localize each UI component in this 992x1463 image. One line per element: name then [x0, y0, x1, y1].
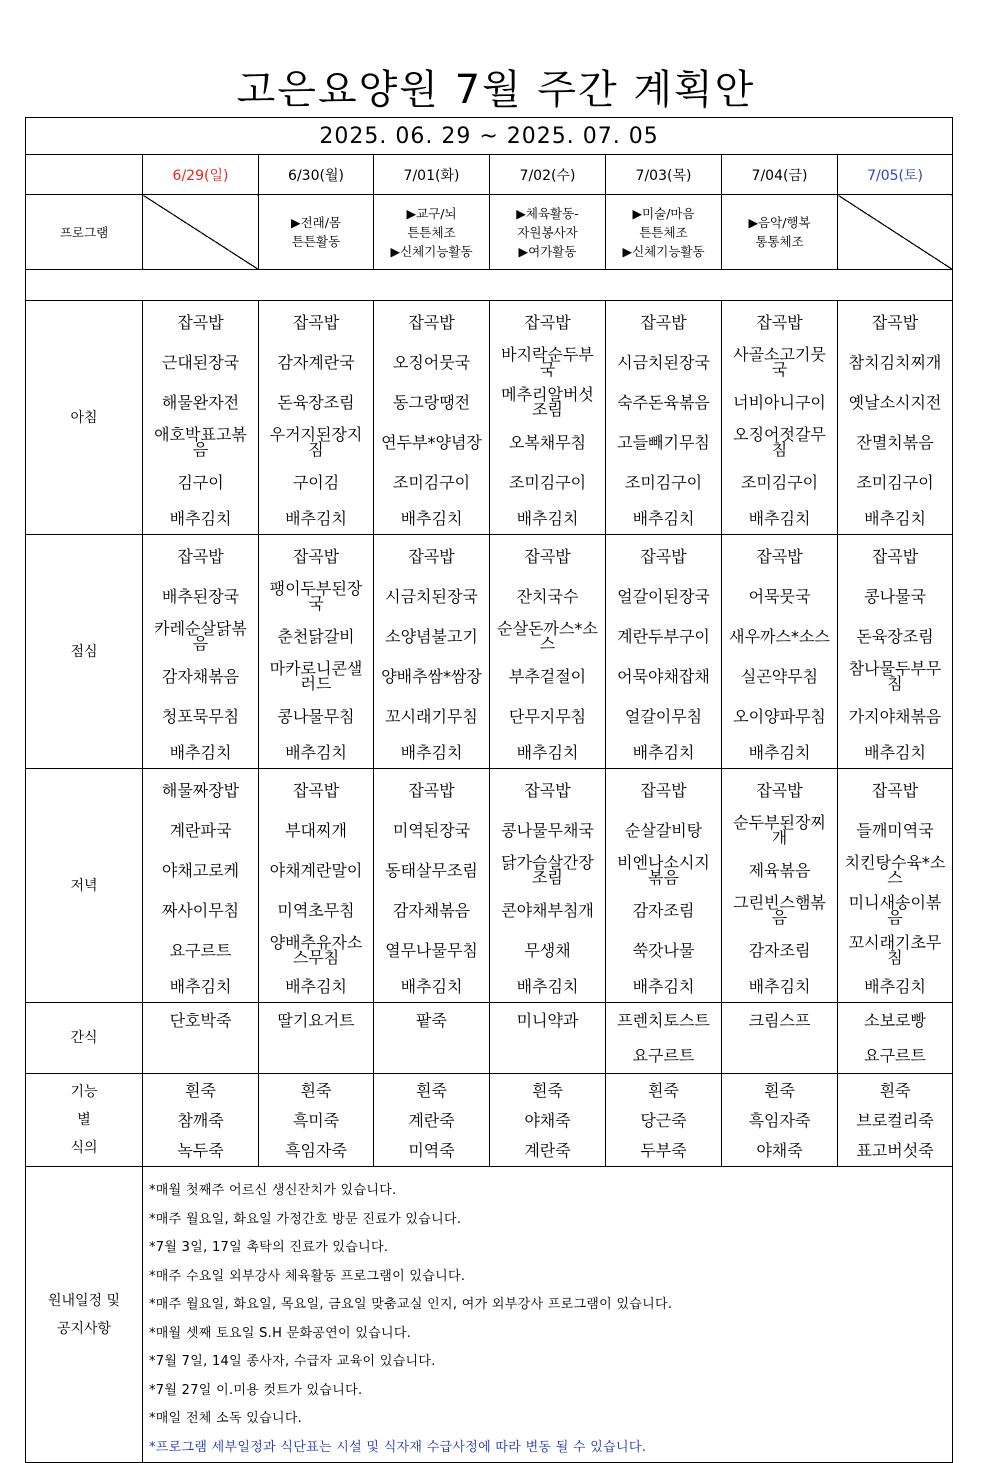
menu-item: 청포묵무침 — [161, 706, 240, 726]
menu-item: 얼갈이된장국 — [617, 586, 710, 606]
meal-row — [26, 301, 953, 535]
menu-item: 콘야채부침개 — [501, 900, 594, 920]
menu-item: 배추김치 — [516, 976, 579, 996]
menu-item: 메추리알버섯조림 — [501, 385, 594, 419]
menu-item: 잡곡밥 — [408, 312, 455, 332]
menu-item: 동그랑땡전 — [392, 392, 471, 412]
day-header: 7/01(화) — [374, 155, 490, 195]
menu-item: 카레순살닭볶음 — [154, 619, 247, 653]
snack-cell — [838, 1003, 953, 1074]
program-line: ▶음악/행복 — [748, 215, 811, 230]
notice-label-line: 공지사항 — [56, 1320, 112, 1337]
menu-item: 양배추유자소스무침 — [269, 933, 363, 967]
menu-item: 팽이두부된장국 — [269, 579, 363, 613]
meal-day-cell — [722, 535, 838, 769]
program-line: 튼튼체조 — [407, 224, 456, 240]
porridge-item: 계란죽 — [408, 1110, 455, 1130]
menu-item: 시금치된장국 — [617, 352, 710, 372]
porridge-item: 야채죽 — [524, 1110, 571, 1130]
porridge-item: 흰죽 — [300, 1080, 332, 1100]
program-line: ▶미술/마음 — [632, 205, 695, 221]
menu-item: 배추김치 — [632, 976, 695, 996]
page-title: 고은요양원 7월 주간 계획안 — [236, 67, 756, 113]
snack-item — [722, 1038, 837, 1073]
notice-item: *매월 셋째 토요일 S.H 문화공연이 있습니다. — [149, 1325, 412, 1341]
menu-item: 배추김치 — [169, 742, 232, 762]
porridge-item: 흰죽 — [416, 1080, 447, 1100]
program-cell — [374, 195, 490, 270]
functional-meal-cell — [490, 1074, 606, 1167]
day-header: 7/03(목) — [606, 155, 722, 195]
menu-item: 미역초무침 — [277, 900, 355, 920]
day-header-row — [26, 155, 953, 195]
menu-item: 오징어뭇국 — [392, 352, 471, 372]
program-empty-cell — [838, 195, 953, 270]
menu-item: 조미김구이 — [392, 472, 471, 492]
menu-item: 배추김치 — [748, 976, 811, 996]
menu-item: 잡곡밥 — [871, 780, 919, 800]
menu-item: 무생채 — [524, 940, 571, 960]
porridge-item: 흰죽 — [879, 1080, 911, 1100]
program-line: 튼튼체조 — [639, 224, 688, 240]
menu-item: 오복채무침 — [508, 432, 587, 452]
meal-day-cell — [838, 769, 953, 1003]
menu-item: 제육볶음 — [748, 860, 811, 880]
program-line: ▶신체기능활동 — [390, 243, 473, 259]
menu-item: 들깨미역국 — [856, 820, 934, 840]
snack-cell — [722, 1003, 838, 1074]
menu-item: 감자조림 — [748, 940, 811, 960]
menu-item: 잡곡밥 — [177, 312, 224, 332]
menu-item: 순두부된장찌개 — [733, 813, 826, 847]
menu-item: 열무나물무침 — [385, 940, 478, 960]
menu-item: 잡곡밥 — [524, 546, 571, 566]
meal-day-cell — [490, 301, 606, 535]
notice-item: *매주 월요일, 화요일, 목요일, 금요일 맞춤교실 인지, 여가 외부강사 프로그램이 있습니다. — [149, 1297, 673, 1312]
notice-row — [26, 1167, 953, 1463]
menu-item: 동태살무조림 — [385, 860, 478, 880]
menu-item: 옛날소시지전 — [848, 392, 942, 412]
porridge-item: 흑임자죽 — [748, 1110, 811, 1130]
menu-item: 오징어젓갈무침 — [733, 425, 826, 459]
functional-meal-cell — [143, 1074, 259, 1167]
snack-row — [26, 1003, 953, 1074]
menu-item: 잡곡밥 — [177, 546, 224, 566]
menu-item: 배추김치 — [864, 508, 926, 528]
program-cell — [259, 195, 374, 270]
menu-item: 부대찌개 — [285, 820, 347, 840]
menu-item: 잡곡밥 — [524, 780, 571, 800]
menu-item: 미니새송이볶음 — [848, 893, 942, 927]
meal-day-cell — [490, 769, 606, 1003]
menu-item: 요구르트 — [169, 940, 232, 960]
menu-item: 감자채볶음 — [161, 666, 240, 686]
menu-item: 배추김치 — [864, 976, 926, 996]
meal-day-cell — [143, 301, 259, 535]
notice-item: *매주 수요일 외부강사 체육활동 프로그램이 있습니다. — [149, 1268, 466, 1284]
menu-item: 잡곡밥 — [871, 312, 919, 332]
functional-meal-cell — [838, 1074, 953, 1167]
functional-meal-cell — [259, 1074, 374, 1167]
menu-item: 미역된장국 — [392, 820, 471, 840]
menu-item: 배추김치 — [285, 976, 347, 996]
program-line: ▶신체기능활동 — [622, 243, 705, 259]
menu-item: 소양념불고기 — [385, 626, 478, 646]
menu-item: 야채계란말이 — [269, 860, 363, 880]
snack-item: 미니약과 — [516, 1011, 579, 1030]
menu-item: 닭가슴살간장조림 — [501, 853, 594, 887]
porridge-item: 표고버섯죽 — [856, 1140, 934, 1160]
snack-item: 크림스프 — [748, 1011, 811, 1030]
functional-meal-label — [26, 1074, 143, 1167]
menu-item: 애호박표고볶음 — [154, 425, 247, 459]
program-empty-cell — [143, 195, 259, 270]
notice-item: *7월 7일, 14일 종사자, 수급자 교육이 있습니다. — [149, 1354, 436, 1369]
snack-cell — [490, 1003, 606, 1074]
snack-cell — [374, 1003, 490, 1074]
meal-day-cell — [722, 301, 838, 535]
functional-meal-row — [26, 1074, 953, 1167]
snack-item: 요구르트 — [632, 1046, 695, 1065]
day-header: 7/02(수) — [490, 155, 606, 195]
meal-day-cell — [838, 535, 953, 769]
menu-item: 잡곡밥 — [640, 546, 687, 566]
meal-day-cell — [606, 769, 722, 1003]
snack-item — [259, 1038, 373, 1073]
meal-day-cell — [374, 535, 490, 769]
meal-day-cell — [490, 535, 606, 769]
porridge-item: 두부죽 — [640, 1140, 687, 1160]
menu-item: 잔멸치볶음 — [856, 432, 934, 452]
menu-item: 감자채볶음 — [392, 900, 471, 920]
menu-item: 연두부*양념장 — [381, 432, 482, 452]
menu-item: 오이양파무침 — [733, 706, 826, 726]
menu-item: 콩나물무침 — [277, 706, 355, 726]
day-header: 6/29(일) — [143, 155, 259, 195]
meal-row — [26, 535, 953, 769]
meal-day-cell — [374, 769, 490, 1003]
menu-item: 배추김치 — [400, 742, 463, 762]
program-line: ▶전래/몸 — [290, 215, 342, 230]
menu-item: 잡곡밥 — [640, 312, 687, 332]
menu-item: 배추김치 — [285, 742, 347, 762]
menu-item: 잡곡밥 — [756, 312, 803, 332]
meal-day-cell — [606, 535, 722, 769]
notice-item: *매월 첫째주 어르신 생신잔치가 있습니다. — [149, 1183, 397, 1198]
menu-item: 잡곡밥 — [524, 312, 571, 332]
snack-item — [143, 1038, 258, 1073]
menu-item: 조미김구이 — [508, 472, 587, 492]
menu-item: 콩나물국 — [864, 586, 926, 606]
meal-row — [26, 769, 953, 1003]
menu-item: 배추김치 — [516, 742, 579, 762]
menu-item: 숙주돈육볶음 — [617, 392, 710, 412]
porridge-item: 계란죽 — [524, 1140, 571, 1160]
porridge-item: 야채죽 — [756, 1140, 803, 1160]
program-label: 프로그램 — [26, 195, 143, 270]
menu-item: 잡곡밥 — [292, 312, 340, 332]
menu-item: 바지락순두부국 — [501, 345, 594, 379]
menu-item: 잔치국수 — [516, 586, 579, 606]
menu-item: 해물완자전 — [161, 392, 240, 412]
porridge-item: 흰죽 — [185, 1080, 216, 1100]
snack-item — [374, 1038, 489, 1073]
menu-item: 감자계란국 — [277, 352, 355, 372]
menu-item: 배추김치 — [748, 742, 811, 762]
menu-item: 배추김치 — [169, 976, 232, 996]
weekly-plan-table — [25, 117, 953, 1463]
menu-item: 순살갈비탕 — [624, 820, 703, 840]
functional-meal-cell — [722, 1074, 838, 1167]
menu-item: 마카로니콘샐러드 — [269, 659, 363, 693]
program-cell — [490, 195, 606, 270]
menu-item: 구이김 — [292, 472, 340, 492]
menu-item: 얼갈이무침 — [624, 706, 703, 726]
porridge-item: 흰죽 — [648, 1080, 679, 1100]
day-header: 7/04(금) — [722, 155, 838, 195]
snack-label: 간식 — [26, 1003, 143, 1074]
menu-item: 부추겉절이 — [508, 666, 587, 686]
menu-item: 너비아니구이 — [733, 392, 826, 412]
meal-label: 점심 — [26, 535, 143, 769]
day-header: 6/30(월) — [259, 155, 374, 195]
menu-item: 새우까스*소스 — [729, 626, 830, 646]
program-line: 자원봉사자 — [517, 224, 578, 240]
menu-item: 감자조림 — [632, 900, 695, 920]
functional-meal-cell — [374, 1074, 490, 1167]
snack-item: 프렌치토스트 — [617, 1011, 710, 1030]
program-cell — [606, 195, 722, 270]
menu-item: 잡곡밥 — [408, 546, 455, 566]
menu-item: 조미김구이 — [856, 472, 934, 492]
porridge-item: 녹두죽 — [177, 1140, 224, 1160]
notice-item: *매주 월요일, 화요일 가정간호 방문 진료가 있습니다. — [149, 1211, 462, 1227]
snack-cell — [143, 1003, 259, 1074]
meal-day-cell — [838, 301, 953, 535]
menu-item: 배추김치 — [632, 508, 695, 528]
functional-label-line: 기능 — [70, 1084, 98, 1100]
meal-day-cell — [606, 301, 722, 535]
snack-cell — [606, 1003, 722, 1074]
menu-item: 잡곡밥 — [408, 780, 455, 800]
menu-item: 꼬시래기초무침 — [848, 933, 942, 967]
menu-item: 비엔나소시지볶음 — [617, 853, 710, 887]
menu-item: 야채고로케 — [161, 860, 240, 880]
meal-label: 아침 — [26, 301, 143, 535]
menu-item: 배추김치 — [169, 508, 232, 528]
notice-highlight: *프로그램 세부일정과 식단표는 시설 및 식자재 수급사정에 따라 변동 될 수 있습니다. — [149, 1439, 647, 1455]
menu-item: 배추김치 — [632, 742, 695, 762]
menu-item: 사골소고기뭇국 — [733, 345, 826, 379]
program-line: 튼튼활동 — [291, 234, 341, 249]
porridge-item: 미역죽 — [408, 1140, 455, 1160]
notice-item: *7월 27일 이.미용 컷트가 있습니다. — [149, 1382, 363, 1398]
notice-label — [26, 1167, 143, 1463]
snack-item: 팥죽 — [416, 1011, 447, 1030]
notice-item: *7월 3일, 17일 촉탁의 진료가 있습니다. — [149, 1240, 389, 1255]
menu-item: 해물짜장밥 — [161, 780, 240, 800]
meal-day-cell — [259, 769, 374, 1003]
meal-day-cell — [722, 769, 838, 1003]
menu-item: 돈육장조림 — [856, 626, 934, 646]
menu-item: 어묵뭇국 — [748, 586, 811, 606]
menu-item: 어묵야채잡채 — [617, 666, 710, 686]
program-line: ▶교구/뇌 — [406, 205, 457, 221]
program-line: ▶여가활동 — [518, 243, 577, 259]
porridge-item: 브로컬리죽 — [856, 1110, 934, 1130]
menu-item: 계란두부구이 — [617, 626, 710, 646]
functional-meal-cell — [606, 1074, 722, 1167]
spacer-row — [26, 270, 953, 301]
menu-item: 우거지된장지짐 — [269, 425, 363, 459]
menu-item: 배추김치 — [400, 976, 463, 996]
menu-item: 순살돈까스*소스 — [497, 619, 598, 653]
notice-label-line: 원내일정 및 — [47, 1292, 121, 1309]
porridge-item: 흑미죽 — [292, 1110, 340, 1130]
menu-item: 배추김치 — [864, 742, 926, 762]
snack-item — [490, 1038, 605, 1073]
meal-day-cell — [143, 535, 259, 769]
meal-day-cell — [259, 535, 374, 769]
day-header: 7/05(토) — [838, 155, 953, 195]
porridge-item: 흰죽 — [532, 1080, 563, 1100]
meal-day-cell — [143, 769, 259, 1003]
snack-cell — [259, 1003, 374, 1074]
menu-item: 조미김구이 — [624, 472, 703, 492]
porridge-item: 흰죽 — [764, 1080, 795, 1100]
date-range: 2025. 06. 29 ~ 2025. 07. 05 — [26, 118, 953, 155]
notice-list — [143, 1167, 953, 1463]
menu-item: 양배추쌈*쌈장 — [381, 666, 482, 686]
meal-label: 저녁 — [26, 769, 143, 1003]
menu-item: 치킨탕수육*소스 — [844, 853, 946, 887]
notice-item: *매일 전체 소독 있습니다. — [149, 1411, 303, 1426]
menu-item: 근대된장국 — [161, 352, 240, 372]
menu-item: 조미김구이 — [740, 472, 819, 492]
menu-item: 김구이 — [177, 472, 224, 492]
menu-item: 실곤약무침 — [740, 666, 819, 686]
functional-label-line: 식의 — [70, 1140, 98, 1156]
menu-item: 배추김치 — [748, 508, 811, 528]
menu-item: 참치김치찌개 — [848, 352, 942, 372]
menu-item: 그린빈스햄볶음 — [733, 893, 826, 927]
menu-item: 참나물두부무침 — [848, 659, 942, 693]
menu-item: 시금치된장국 — [385, 586, 478, 606]
program-line: ▶체육활동- — [516, 205, 579, 221]
menu-item: 단무지무침 — [508, 706, 587, 726]
porridge-item: 당근죽 — [640, 1110, 687, 1130]
meal-day-cell — [374, 301, 490, 535]
menu-item: 배추된장국 — [161, 586, 240, 606]
program-row — [26, 195, 953, 270]
menu-item: 잡곡밥 — [292, 780, 340, 800]
menu-item: 잡곡밥 — [640, 780, 687, 800]
snack-item: 요구르트 — [864, 1046, 926, 1065]
menu-item: 배추김치 — [516, 508, 579, 528]
menu-item: 잡곡밥 — [756, 546, 803, 566]
functional-label-line: 별 — [77, 1112, 91, 1128]
menu-item: 가지야채볶음 — [848, 706, 942, 726]
snack-item: 소보로빵 — [864, 1011, 926, 1030]
menu-item: 배추김치 — [400, 508, 463, 528]
meal-day-cell — [259, 301, 374, 535]
menu-item: 잡곡밥 — [756, 780, 803, 800]
menu-item: 짜사이무침 — [161, 900, 240, 920]
menu-item: 춘천닭갈비 — [277, 626, 355, 646]
menu-item: 잡곡밥 — [871, 546, 919, 566]
menu-item: 쑥갓나물 — [632, 940, 695, 960]
snack-item: 단호박죽 — [169, 1011, 232, 1030]
porridge-item: 참깨죽 — [177, 1110, 224, 1130]
header-corner — [26, 155, 143, 195]
menu-item: 돈육장조림 — [277, 392, 355, 412]
menu-item: 꼬시래기무침 — [385, 706, 478, 726]
snack-item: 딸기요거트 — [277, 1011, 355, 1030]
program-line: 통통체조 — [755, 234, 804, 249]
menu-item: 고들빼기무침 — [617, 432, 710, 452]
porridge-item: 흑임자죽 — [285, 1140, 347, 1160]
menu-item: 콩나물무채국 — [501, 820, 594, 840]
menu-item: 배추김치 — [285, 508, 347, 528]
menu-item: 잡곡밥 — [292, 546, 340, 566]
menu-item: 계란파국 — [169, 820, 232, 840]
program-cell — [722, 195, 838, 270]
